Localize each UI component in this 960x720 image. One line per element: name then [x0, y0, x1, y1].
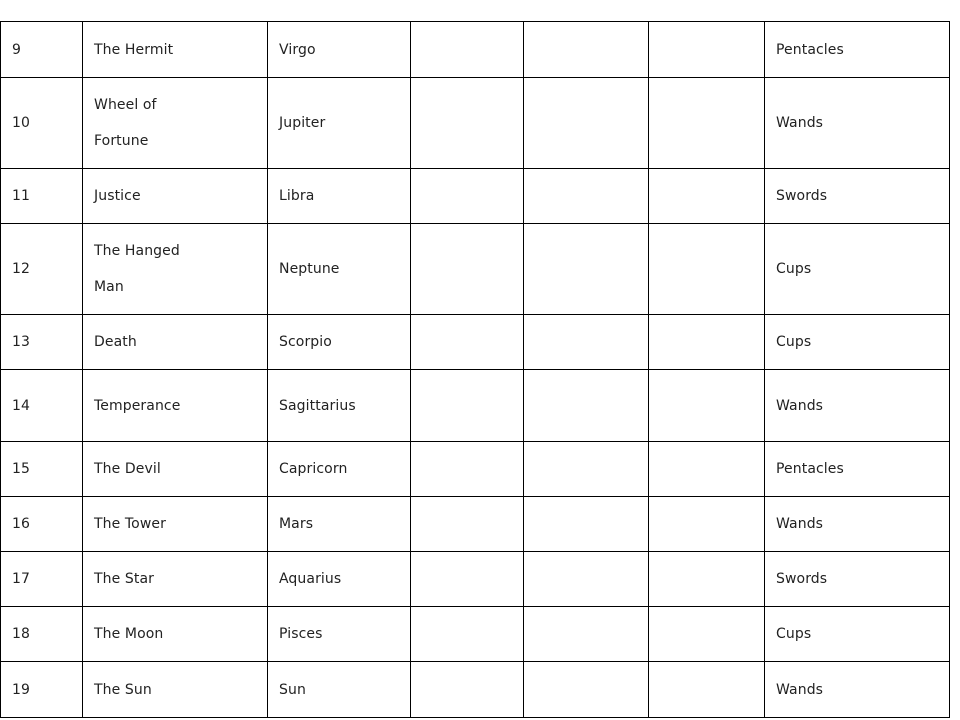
- astrology-cell: Aquarius: [268, 552, 411, 607]
- card-number-cell: 14: [1, 370, 83, 442]
- empty-cell: [649, 78, 765, 169]
- empty-cell: [411, 370, 524, 442]
- card-number-cell: 16: [1, 497, 83, 552]
- card-name-cell: [83, 22, 268, 78]
- empty-cell: [524, 552, 649, 607]
- empty-cell: [649, 315, 765, 370]
- astrology-cell: Capricorn: [268, 442, 411, 497]
- empty-cell: [524, 22, 649, 78]
- card-name-line: Temperance: [94, 397, 181, 414]
- empty-cell: [411, 22, 524, 78]
- empty-cell: [649, 22, 765, 78]
- table-row: [1, 224, 950, 315]
- empty-cell: [524, 78, 649, 169]
- table-row: [1, 662, 950, 718]
- card-number-cell: 18: [1, 607, 83, 662]
- empty-cell: [649, 169, 765, 224]
- astrology-cell: Mars: [268, 497, 411, 552]
- table-row: [1, 315, 950, 370]
- card-name-line: The Devil: [94, 461, 161, 477]
- empty-cell: [411, 224, 524, 315]
- suit-cell: Wands: [765, 370, 950, 442]
- card-name-line: The Tower: [94, 516, 166, 532]
- empty-cell: [524, 169, 649, 224]
- empty-cell: [524, 224, 649, 315]
- card-number-cell: 13: [1, 315, 83, 370]
- card-name-line: Man: [94, 279, 124, 295]
- suit-cell: Swords: [765, 169, 950, 224]
- astrology-cell: Sun: [268, 662, 411, 718]
- astrology-cell: Virgo: [268, 22, 411, 78]
- empty-cell: [524, 662, 649, 718]
- card-name-cell: [83, 224, 268, 315]
- astrology-cell: Pisces: [268, 607, 411, 662]
- suit-cell: Wands: [765, 497, 950, 552]
- empty-cell: [411, 315, 524, 370]
- empty-cell: [649, 662, 765, 718]
- tarot-correspondence-table: [0, 21, 950, 718]
- empty-cell: [411, 552, 524, 607]
- table-row: [1, 607, 950, 662]
- suit-cell: Pentacles: [765, 442, 950, 497]
- card-name-line: The Moon: [94, 626, 164, 642]
- card-number-cell: 12: [1, 224, 83, 315]
- empty-cell: [411, 78, 524, 169]
- card-name-cell: [83, 169, 268, 224]
- empty-cell: [649, 552, 765, 607]
- suit-cell: Cups: [765, 224, 950, 315]
- card-name-cell: [83, 662, 268, 718]
- card-number-cell: 17: [1, 552, 83, 607]
- empty-cell: [524, 315, 649, 370]
- card-name-line: The Hanged: [94, 243, 180, 259]
- card-name-line: Death: [94, 334, 137, 350]
- table-row: [1, 370, 950, 442]
- card-name-line: Fortune: [94, 133, 149, 149]
- table-row: [1, 552, 950, 607]
- empty-cell: [649, 370, 765, 442]
- suit-cell: Wands: [765, 662, 950, 718]
- card-name-line: Wheel of: [94, 97, 157, 113]
- card-name-cell: [83, 78, 268, 169]
- card-name-line: Justice: [94, 188, 141, 204]
- empty-cell: [411, 662, 524, 718]
- empty-cell: [411, 169, 524, 224]
- empty-cell: [649, 607, 765, 662]
- empty-cell: [649, 497, 765, 552]
- card-number-cell: 9: [1, 22, 83, 78]
- card-name-cell: [83, 315, 268, 370]
- suit-cell: Pentacles: [765, 22, 950, 78]
- suit-cell: Cups: [765, 607, 950, 662]
- table-row: [1, 78, 950, 169]
- astrology-cell: Scorpio: [268, 315, 411, 370]
- suit-cell: Cups: [765, 315, 950, 370]
- empty-cell: [524, 370, 649, 442]
- empty-cell: [411, 497, 524, 552]
- empty-cell: [649, 442, 765, 497]
- astrology-cell: Jupiter: [268, 78, 411, 169]
- empty-cell: [411, 607, 524, 662]
- table-body: [1, 22, 950, 718]
- empty-cell: [649, 224, 765, 315]
- card-number-cell: 15: [1, 442, 83, 497]
- empty-cell: [524, 497, 649, 552]
- card-name-line: The Sun: [94, 681, 152, 698]
- card-number-cell: 19: [1, 662, 83, 718]
- card-name-cell: [83, 497, 268, 552]
- astrology-cell: Libra: [268, 169, 411, 224]
- card-number-cell: 11: [1, 169, 83, 224]
- card-number-cell: 10: [1, 78, 83, 169]
- card-name-cell: [83, 442, 268, 497]
- table-row: [1, 169, 950, 224]
- table-row: [1, 442, 950, 497]
- card-name-line: The Star: [94, 571, 154, 587]
- empty-cell: [524, 442, 649, 497]
- astrology-cell: Sagittarius: [268, 370, 411, 442]
- card-name-cell: [83, 552, 268, 607]
- suit-cell: Swords: [765, 552, 950, 607]
- table-row: [1, 22, 950, 78]
- card-name-cell: [83, 607, 268, 662]
- card-name-line: The Hermit: [94, 41, 174, 58]
- suit-cell: Wands: [765, 78, 950, 169]
- empty-cell: [524, 607, 649, 662]
- empty-cell: [411, 442, 524, 497]
- astrology-cell: Neptune: [268, 224, 411, 315]
- table-row: [1, 497, 950, 552]
- card-name-cell: [83, 370, 268, 442]
